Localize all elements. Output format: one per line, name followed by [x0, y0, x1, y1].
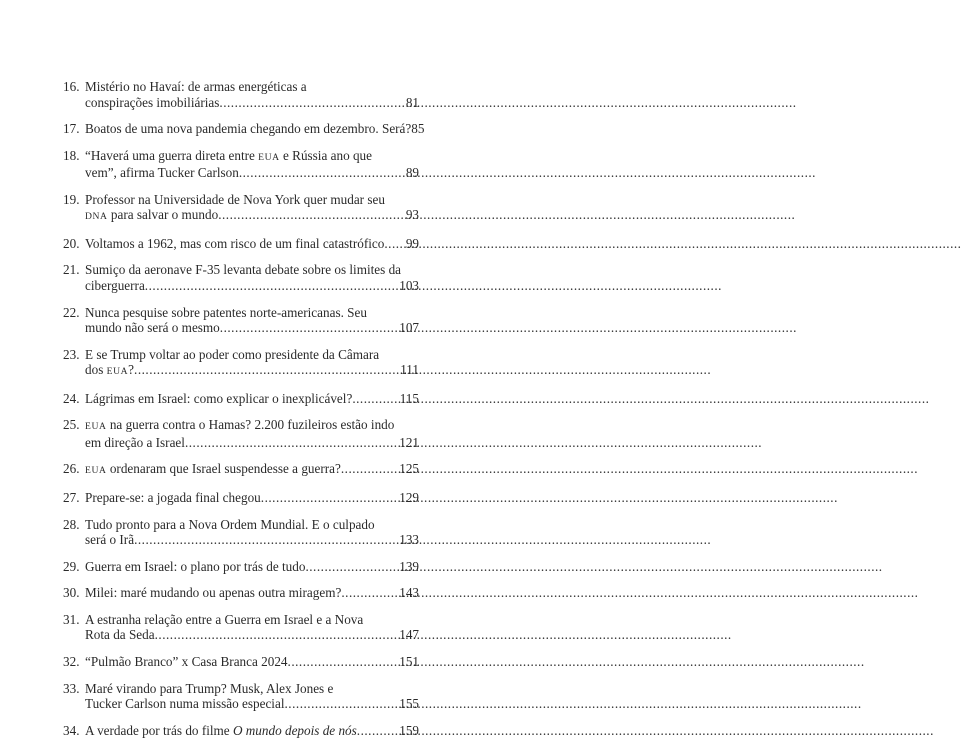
- entry-body: [85, 417, 419, 450]
- toc-entry[interactable]: [63, 681, 419, 712]
- page-number: 143: [399, 585, 419, 601]
- entry-number: 23.: [63, 346, 80, 362]
- page-number: 107: [399, 320, 419, 336]
- entry-title-text: “Haverá uma guerra direta entre: [85, 147, 259, 163]
- entry-title-text: [85, 461, 341, 479]
- entry-title-text: conspirações imobiliárias: [85, 94, 220, 110]
- toc-entry[interactable]: [63, 347, 419, 380]
- dot-leader: [352, 391, 397, 407]
- entry-body: [85, 517, 419, 548]
- page-number: 111: [400, 362, 419, 378]
- toc-entry[interactable]: [63, 585, 419, 601]
- dot-leader: [239, 165, 404, 181]
- acronym-text: EUA: [258, 151, 280, 163]
- entry-number: 18.: [63, 147, 80, 163]
- entry-title-text: [85, 723, 357, 739]
- entry-title-text: vem”, afirma Tucker Carlson: [85, 165, 239, 181]
- entry-title-line: [85, 165, 419, 181]
- entry-title-text: Voltamos a 1962, mas com risco de um final catastrófico: [85, 235, 385, 251]
- entry-title-text: para salvar o mundo: [107, 207, 219, 223]
- entry-body: [85, 347, 419, 380]
- entry-title-text: na guerra contra o Hamas? 2.200 fuzileiros estão indo: [106, 417, 395, 433]
- entry-body: [85, 612, 419, 643]
- entry-body: [85, 681, 419, 712]
- toc-entry[interactable]: [63, 236, 419, 252]
- entry-body: [85, 723, 419, 739]
- toc-entry[interactable]: [63, 79, 419, 110]
- entry-title-line: E se Trump voltar ao poder como presidente da Câmara: [85, 346, 380, 362]
- page-number: 147: [399, 627, 419, 643]
- entry-number: 29.: [63, 558, 80, 574]
- dot-leader: [219, 95, 403, 111]
- entry-number: 25.: [63, 417, 80, 433]
- entry-number: 30.: [63, 585, 80, 601]
- dot-leader: [218, 207, 404, 223]
- page-number: 89: [405, 165, 419, 181]
- toc-entry[interactable]: [63, 262, 419, 293]
- page-number: 129: [399, 490, 419, 506]
- entry-title-line: [85, 362, 419, 380]
- toc-entry[interactable]: [63, 723, 419, 739]
- entry-body: [85, 461, 419, 479]
- page-number: 133: [399, 532, 419, 548]
- entry-title-line: [85, 417, 419, 435]
- entry-body: [85, 121, 425, 137]
- acronym-text: EUA: [106, 366, 129, 378]
- entry-title-line: [85, 654, 419, 670]
- entry-body: [85, 148, 419, 181]
- entry-title-line: [85, 148, 419, 166]
- entry-body: [85, 262, 419, 293]
- dot-leader: [134, 532, 397, 548]
- acronym-text: EUA: [85, 465, 107, 477]
- entry-body: [85, 305, 419, 336]
- page-number: 103: [399, 277, 419, 293]
- entry-title-line: [85, 723, 419, 739]
- entry-title-line: [85, 278, 419, 294]
- entry-number: 26.: [63, 461, 80, 477]
- entry-title-text: ciberguerra: [85, 277, 145, 293]
- dot-leader: [145, 278, 397, 294]
- toc-entry[interactable]: [63, 490, 419, 506]
- toc-entry[interactable]: [63, 305, 419, 336]
- entry-number: 17.: [63, 121, 80, 137]
- entry-title-text: Milei: maré mudando ou apenas outra miragem?: [85, 585, 342, 601]
- entry-number: 22.: [63, 304, 80, 320]
- entry-number: 19.: [63, 191, 80, 207]
- entry-title-text: Rota da Seda: [85, 627, 155, 643]
- entry-body: [85, 192, 419, 225]
- dot-leader: [155, 627, 398, 643]
- dot-leader: [384, 236, 403, 252]
- entry-number: 32.: [63, 654, 80, 669]
- dot-leader: [220, 320, 397, 336]
- entry-number: 33.: [63, 680, 80, 696]
- entry-title-line: [85, 391, 419, 407]
- entry-title-text: Boatos de uma nova pandemia chegando em dezembro. Será?: [85, 121, 412, 137]
- entry-body: [85, 585, 419, 601]
- entry-body: [85, 559, 419, 575]
- toc-entry[interactable]: [63, 461, 419, 479]
- entry-title-line: A estranha relação entre a Guerra em Israel e a Nova: [85, 611, 364, 627]
- page-number: 115: [399, 390, 419, 406]
- entry-number: 34.: [63, 722, 80, 738]
- toc-entry[interactable]: [63, 612, 419, 643]
- toc-entry[interactable]: [63, 391, 419, 407]
- entry-number: 20.: [63, 235, 80, 251]
- entry-title-line: [85, 461, 419, 479]
- entry-number: 31.: [63, 611, 80, 627]
- entry-number: 24.: [63, 390, 80, 406]
- page-number: 93: [405, 207, 419, 223]
- entry-title-line: [85, 236, 419, 252]
- entry-title-line: Mistério no Havaí: de armas energéticas a: [85, 79, 307, 94]
- entry-title-line: [85, 490, 419, 506]
- dot-leader: [185, 435, 397, 451]
- entry-title-line: Nunca pesquise sobre patentes norte-americanas. Seu: [85, 304, 367, 320]
- entry-title-line: [85, 121, 425, 137]
- dot-leader: [288, 654, 398, 670]
- entry-title-line: Sumiço da aeronave F-35 levanta debate sobre os limites da: [85, 262, 402, 278]
- entry-title-text: mundo não será o mesmo: [85, 320, 220, 336]
- table-of-contents: [63, 79, 425, 749]
- entry-title-text: em direção a Israel: [85, 434, 185, 450]
- entry-title-line: Maré virando para Trump? Musk, Alex Jones e: [85, 680, 334, 696]
- entry-title-line: [85, 207, 419, 225]
- page-number: 139: [399, 558, 419, 574]
- entry-body: [85, 236, 419, 252]
- toc-entry[interactable]: [63, 192, 419, 225]
- page-number: 151: [399, 654, 419, 669]
- page-number: 159: [399, 722, 419, 738]
- toc-entry[interactable]: [63, 654, 419, 670]
- page-number: 155: [399, 696, 419, 712]
- acronym-text: DNA: [85, 211, 108, 223]
- entry-title-line: Tudo pronto para a Nova Ordem Mundial. E o culpado: [85, 516, 375, 532]
- entry-title-text: ?: [128, 362, 135, 378]
- toc-entry[interactable]: [63, 121, 425, 137]
- toc-entry[interactable]: [63, 559, 419, 575]
- entry-title-text: dos: [85, 362, 107, 378]
- entry-number: 27.: [63, 490, 80, 506]
- toc-entry[interactable]: [63, 517, 419, 548]
- entry-title-text: [85, 207, 218, 225]
- entry-title-text: Lágrimas em Israel: como explicar o inexplicável?: [85, 390, 353, 406]
- dot-leader: [305, 559, 397, 575]
- entry-number: 21.: [63, 262, 80, 278]
- toc-entry[interactable]: [63, 417, 419, 450]
- entry-title-text: Prepare-se: a jogada final chegou: [85, 490, 261, 506]
- dot-leader: [261, 490, 397, 506]
- entry-title-line: [85, 95, 419, 111]
- toc-entry[interactable]: [63, 148, 419, 181]
- dot-leader: [357, 723, 397, 739]
- entry-title-line: [85, 585, 419, 601]
- page-number: 81: [405, 94, 419, 110]
- entry-title-line: [85, 435, 419, 451]
- entry-title-line: [85, 627, 419, 643]
- entry-title-text: será o Irã: [85, 532, 135, 548]
- dot-leader: [285, 696, 398, 712]
- page-number: 85: [411, 121, 425, 137]
- entry-title-text: Tucker Carlson numa missão especial: [85, 696, 285, 712]
- page-number: 125: [399, 461, 419, 477]
- entry-title-line: [85, 559, 419, 575]
- dot-leader: [341, 585, 397, 601]
- entry-title-text: e Rússia ano que: [279, 147, 372, 163]
- entry-title-line: Professor na Universidade de Nova York quer mudar seu: [85, 191, 385, 207]
- entry-number: 28.: [63, 516, 80, 532]
- entry-title-text: [85, 362, 134, 380]
- entry-title-text: ordenaram que Israel suspendesse a guerra?: [106, 461, 341, 477]
- entry-title-line: [85, 532, 419, 548]
- entry-body: [85, 490, 419, 506]
- dot-leader: [134, 362, 398, 378]
- entry-title-text: A verdade por trás do filme: [85, 722, 233, 738]
- page-number: 99: [405, 235, 419, 251]
- entry-title-line: [85, 696, 419, 712]
- dot-leader: [341, 461, 397, 477]
- entry-body: [85, 79, 419, 110]
- entry-body: [85, 391, 419, 407]
- entry-title-text: “Pulmão Branco” x Casa Branca 2024: [85, 654, 288, 669]
- film-title-text: O mundo depois de nós: [232, 722, 357, 738]
- acronym-text: EUA: [85, 421, 107, 433]
- entry-body: [85, 654, 419, 670]
- entry-title-text: Guerra em Israel: o plano por trás de tudo: [85, 558, 306, 574]
- page-number: 121: [399, 434, 419, 450]
- entry-title-line: [85, 320, 419, 336]
- entry-number: 16.: [63, 79, 80, 94]
